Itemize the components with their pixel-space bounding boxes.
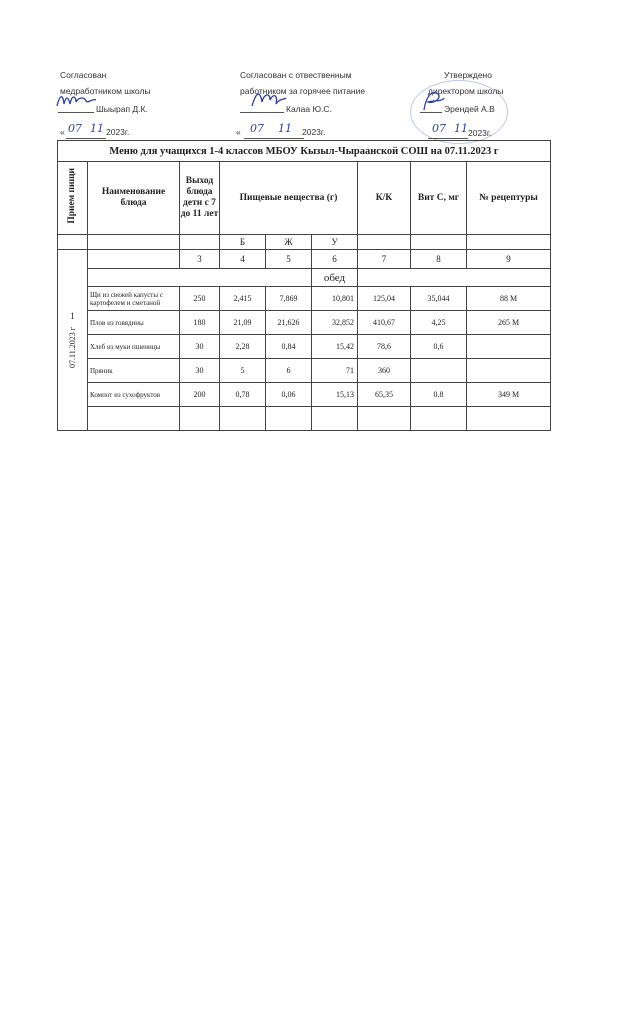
empty-cell [411, 407, 467, 431]
dish-portion: 30 [180, 335, 220, 359]
dish-protein: 0,78 [220, 383, 266, 407]
dish-portion: 180 [180, 311, 220, 335]
approver-left-name: Шыырап Д.К. [96, 104, 148, 114]
empty-cell [88, 407, 180, 431]
dish-kk: 65,35 [358, 383, 411, 407]
table-row [58, 287, 551, 311]
col-number-empty [88, 250, 180, 269]
empty-cell [266, 407, 312, 431]
date-column [58, 250, 88, 431]
col-number-9: 9 [467, 250, 551, 269]
dish-portion: 30 [180, 359, 220, 383]
meal-name: обед [312, 269, 358, 287]
sub-empty-1 [58, 235, 88, 250]
approval-left-line2: медработником школы [60, 86, 151, 96]
dish-carbs: 10,801 [312, 287, 358, 311]
dish-recipe: 265 М [467, 311, 551, 335]
header-kk: К/К [358, 162, 411, 235]
dish-vitc: 0,6 [411, 335, 467, 359]
approver-middle-name: Калаа Ю.С. [286, 104, 332, 114]
date-month-right: 11 [454, 122, 468, 135]
col-number-6: 6 [312, 250, 358, 269]
dish-protein: 5 [220, 359, 266, 383]
header-vitc: Вит С, мг [411, 162, 467, 235]
signature-line-left [58, 112, 94, 113]
empty-cell [312, 407, 358, 431]
dish-fat: 7,869 [266, 287, 312, 311]
dish-carbs: 32,852 [312, 311, 358, 335]
signature-line-middle [240, 112, 284, 113]
dish-portion: 200 [180, 383, 220, 407]
dish-kk: 125,04 [358, 287, 411, 311]
date-day-middle: 07 [250, 122, 264, 135]
dish-carbs: 15,13 [312, 383, 358, 407]
dish-kk: 360 [358, 359, 411, 383]
table-row [58, 335, 551, 359]
date-quote-left: « [60, 127, 65, 137]
dish-portion: 250 [180, 287, 220, 311]
col-number-7: 7 [358, 250, 411, 269]
header-portion: Выход блюда дети с 7 до 11 лет [180, 162, 220, 235]
date-year-right: 2023г. [468, 128, 492, 138]
approver-right-name: Эрендей А.В [444, 104, 495, 114]
dish-kk: 78,6 [358, 335, 411, 359]
menu-title: Меню для учащихся 1-4 классов МБОУ Кызыл-Чыраанской СОШ на 07.11.2023 г [58, 141, 551, 162]
signature-line-right [420, 112, 442, 113]
dish-recipe [467, 335, 551, 359]
sub-empty-6 [467, 235, 551, 250]
header-meal-label: Прием пищи [67, 168, 77, 224]
empty-cell [180, 407, 220, 431]
signature-left [54, 92, 100, 117]
dish-name: Плов из говядины [88, 311, 180, 335]
dish-fat: 0,06 [266, 383, 312, 407]
dish-vitc: 0.8 [411, 383, 467, 407]
dish-carbs: 15,42 [312, 335, 358, 359]
date-quote-middle: « [236, 127, 241, 137]
header-dish: Наименование блюда [88, 162, 180, 235]
dish-protein: 21,09 [220, 311, 266, 335]
dish-name: Компот из сухофруктов [88, 383, 180, 407]
dish-vitc [411, 359, 467, 383]
sub-header-zh: Ж [266, 235, 312, 250]
col-number-5: 5 [266, 250, 312, 269]
sub-empty-2 [88, 235, 180, 250]
menu-date-vertical: 07.11.2023 г [68, 326, 77, 368]
approval-right-line2: директором школы [428, 86, 504, 96]
approval-right-line1: Утверждено [444, 70, 492, 80]
table-row [58, 311, 551, 335]
dish-protein: 2,28 [220, 335, 266, 359]
sub-empty-5 [411, 235, 467, 250]
date-month-middle: 11 [278, 122, 292, 135]
dish-name: Щи из свежей капусты с картофелем и сметаной [88, 287, 180, 311]
date-year-left: 2023г. [106, 127, 130, 137]
sub-header-b: Б [220, 235, 266, 250]
empty-cell [220, 407, 266, 431]
col-number-4: 4 [220, 250, 266, 269]
dish-kk: 410,67 [358, 311, 411, 335]
sub-header-u: У [312, 235, 358, 250]
dish-name: Хлеб из муки пшеницы [88, 335, 180, 359]
sub-empty-4 [358, 235, 411, 250]
meal-empty-right [358, 269, 551, 287]
table-row [58, 383, 551, 407]
dish-fat: 6 [266, 359, 312, 383]
header-meal [58, 162, 88, 235]
dish-vitc: 4,25 [411, 311, 467, 335]
dish-fat: 0,84 [266, 335, 312, 359]
header-nutrients: Пищевые вещества (г) [220, 162, 358, 235]
meal-empty-left [88, 269, 312, 287]
date-line-left [66, 138, 106, 139]
date-day-left: 07 [68, 122, 82, 135]
sub-empty-3 [180, 235, 220, 250]
date-year-middle: 2023г. [302, 127, 326, 137]
dish-protein: 2,415 [220, 287, 266, 311]
col-number-8: 8 [411, 250, 467, 269]
dish-vitc: 35,044 [411, 287, 467, 311]
col-number-3: 3 [180, 250, 220, 269]
date-line-middle [244, 138, 304, 139]
table-row [58, 359, 551, 383]
header-recipe: № рецептуры [467, 162, 551, 235]
table-row-empty [58, 407, 551, 431]
date-day-right: 07 [432, 122, 446, 135]
dish-recipe: 88 М [467, 287, 551, 311]
dish-name: Пряник [88, 359, 180, 383]
date-line-right [428, 138, 468, 139]
dish-fat: 21,626 [266, 311, 312, 335]
date-month-left: 11 [90, 122, 104, 135]
col-number-1: 1 [70, 310, 75, 321]
dish-recipe [467, 359, 551, 383]
approval-middle-line1: Согласован с отвественным [240, 70, 352, 80]
empty-cell [467, 407, 551, 431]
dish-recipe: 349 М [467, 383, 551, 407]
dish-carbs: 71 [312, 359, 358, 383]
approval-left-line1: Согласован [60, 70, 107, 80]
menu-table [57, 140, 551, 431]
empty-cell [358, 407, 411, 431]
approval-middle-line2: работником за горячее питание [240, 86, 366, 96]
